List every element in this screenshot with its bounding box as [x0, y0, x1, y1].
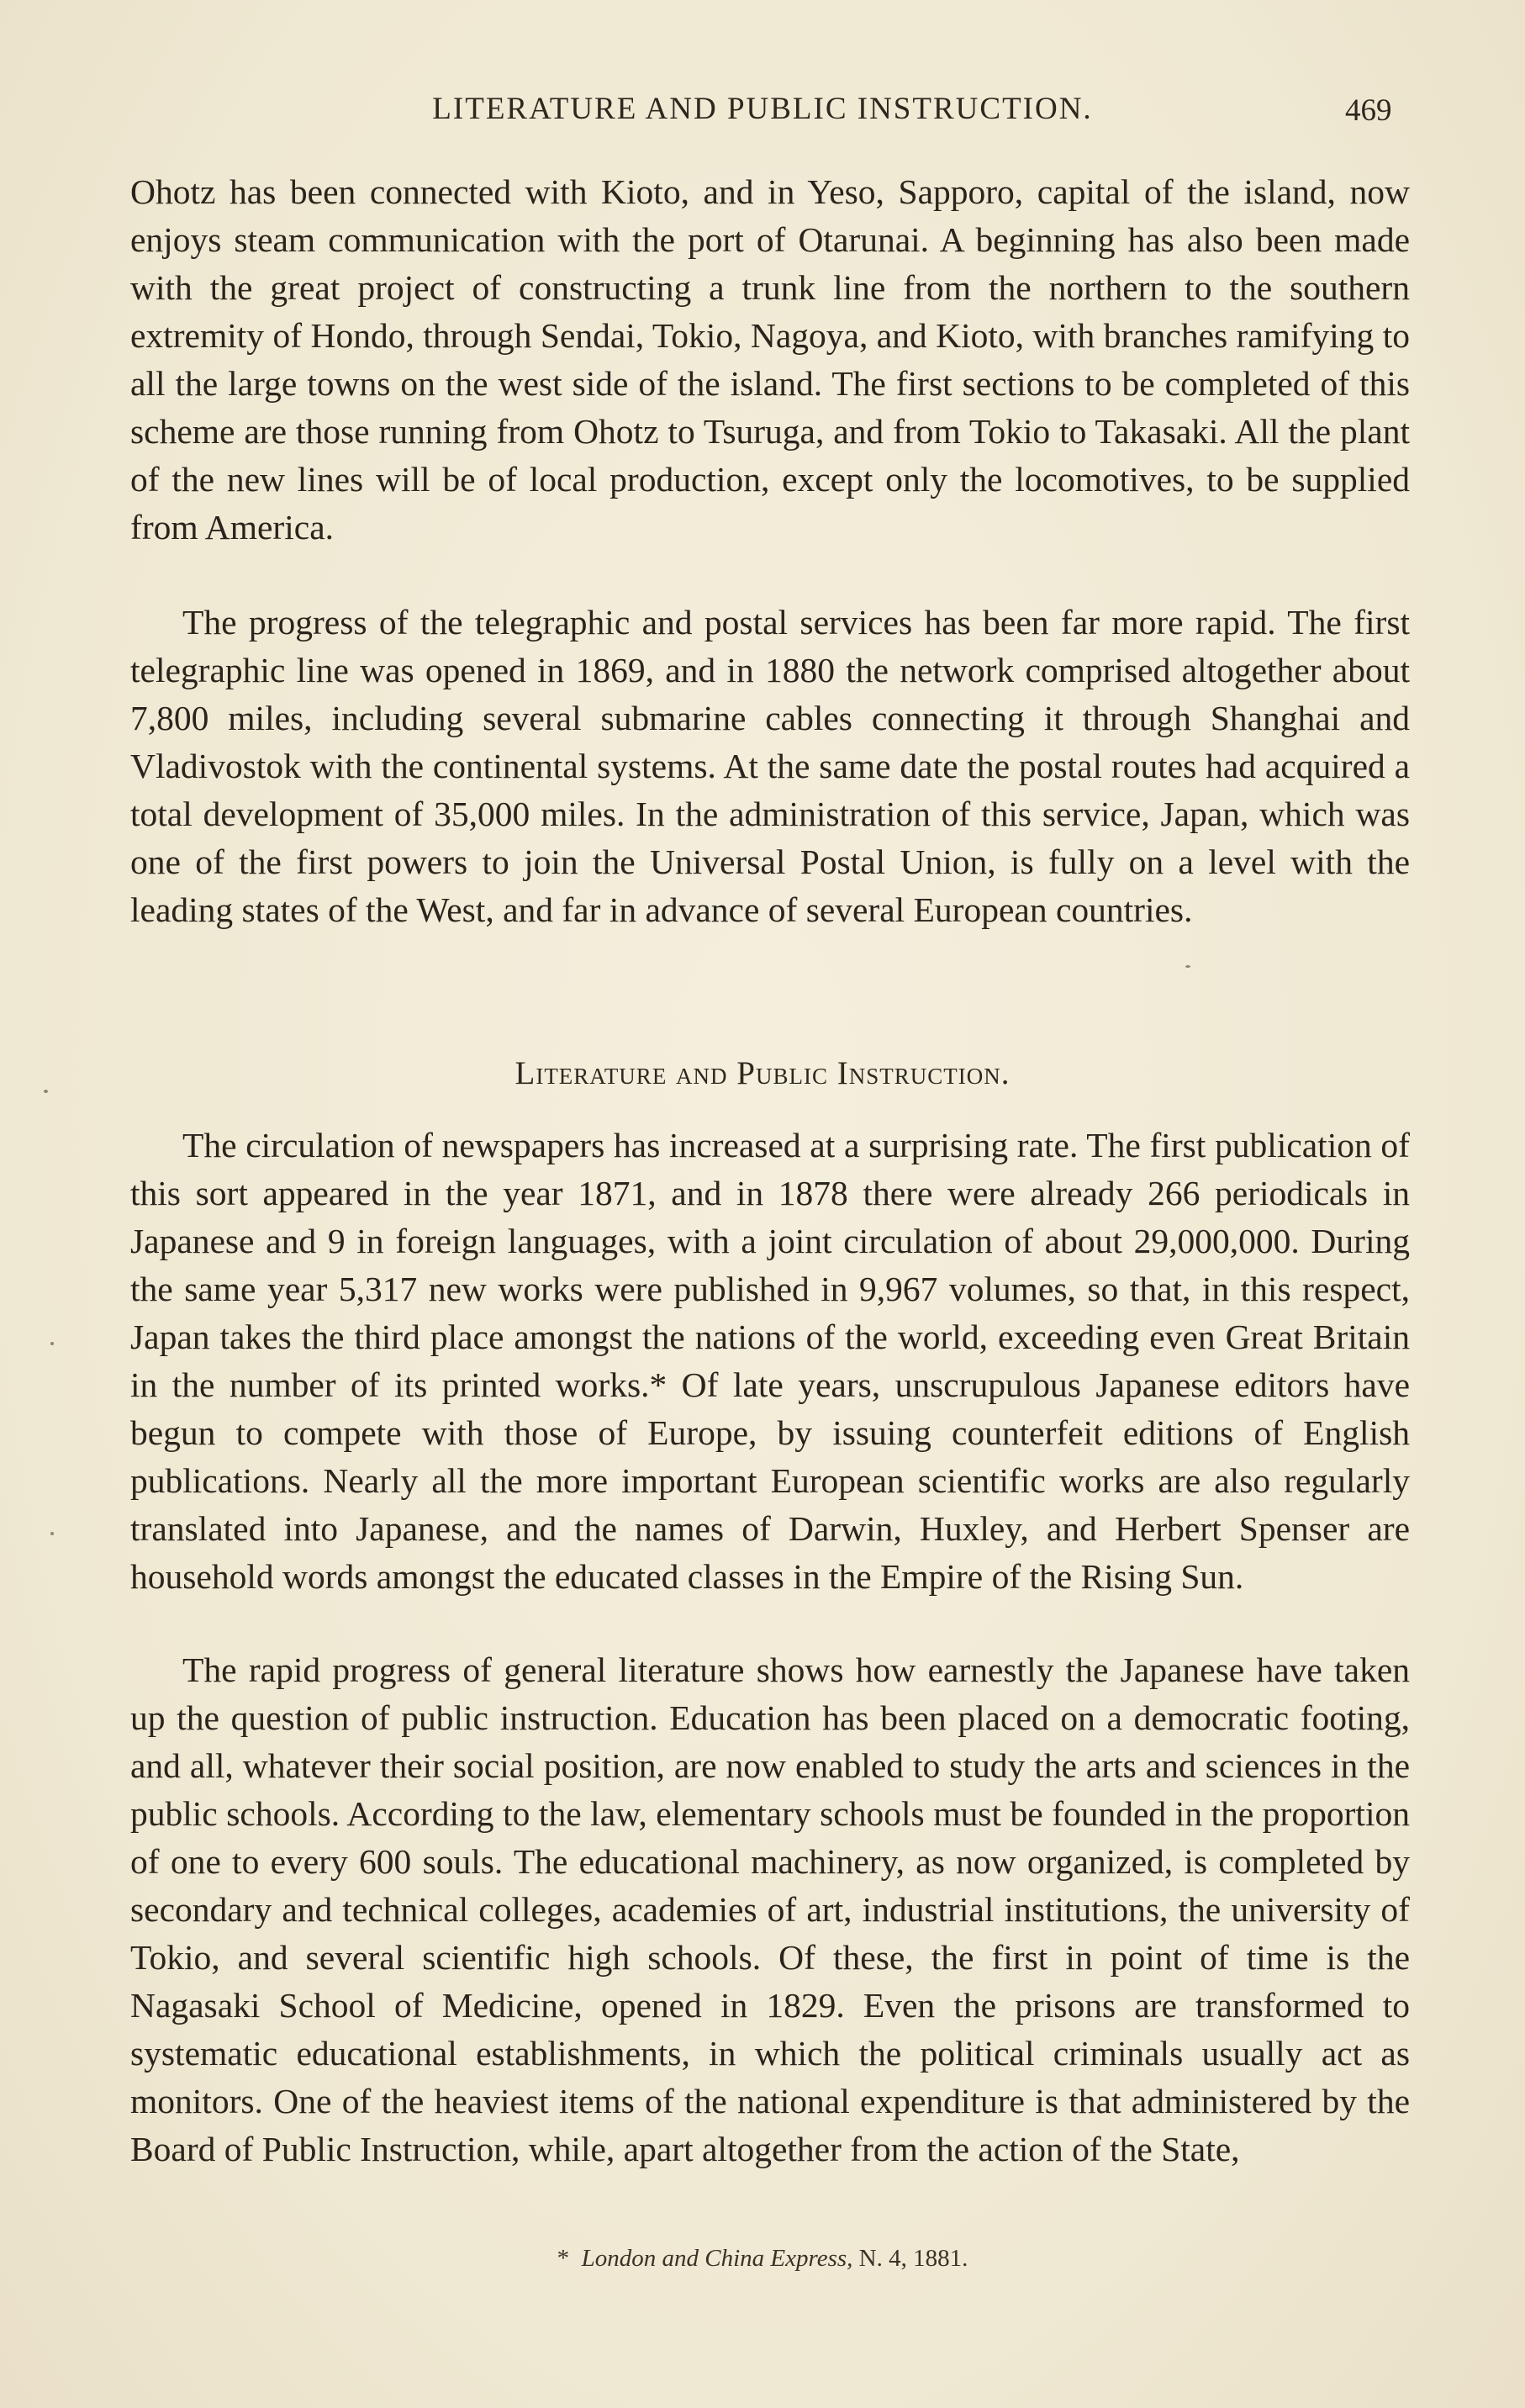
paragraph-public-instruction: The rapid progress of general literature shows how earnestly the Japanese have taken up the question of public instruction. Education has been placed on a democratic footing, and all, whatever their social position, are now enabled to study the arts and sciences in the public schools. According to the law, elementary schools must be founded in the proportion of one to every 600 souls. The educational machinery, as now organized, is completed by secondary and technical colleges, academies of art, industrial institutions, the university of Tokio, and several scientific high schools. Of these, the first in point of time is the Nagasaki School of Medicine, opened in 1829. Even the prisons are transformed to systematic educational establishments, in which the political criminals usually act as monitors. One of the heaviest items of the national expenditure is that administered by the Board of Public Instruction, while, apart altogether from the action of the State, — [130, 1650, 1410, 2168]
paragraph-railways-continued: Ohotz has been connected with Kioto, and in Yeso, Sapporo, capital of the island, now enjoys steam communication with the port of Otarunai. A beginning has also been made with the great project of constructing a trunk line from the northern to the southern extremity of Hondo, through Sendai, Tokio, Nagoya, and Kioto, with branches ramifying to all the large towns on the west side of the island. The first sections to be completed of this scheme are those running from Ohotz to Tsuruga, and from Tokio to Takasaki. All the plant of the new lines will be of local production, except only the locomotives, to be supplied from America. — [130, 172, 1410, 547]
section-heading: Literature and Public Instruction. — [514, 1055, 1011, 1091]
paper-speck — [44, 1090, 48, 1093]
footnote-source: London and China Express, — [581, 2245, 853, 2272]
page-number: 469 — [1345, 93, 1392, 128]
paper-speck — [1185, 965, 1190, 968]
paper-speck — [50, 1532, 54, 1535]
footnote-reference: N. 4, 1881. — [858, 2245, 968, 2272]
footnote — [0, 2245, 1525, 2273]
paragraph-telegraph-postal: The progress of the telegraphic and postal services has been far more rapid. The first telegraphic line was opened in 1869, and in 1880 the network comprised altogether about 7,800 miles, including several submarine cables connecting it through Shanghai and Vladivostok with the continental systems. At the same date the postal routes had acquired a total development of 35,000 miles. In the administration of this service, Japan, which was one of the first powers to join the Universal Postal Union, is fully on a level with the leading states of the West, and far in advance of several European countries. — [130, 603, 1410, 929]
running-header-title: LITERATURE AND PUBLIC INSTRUCTION. — [432, 92, 1093, 126]
footnote-marker: * — [557, 2245, 570, 2272]
paper-speck — [50, 1342, 54, 1345]
paragraph-newspapers: The circulation of newspapers has increased at a surprising rate. The first publication of this sort appeared in the year 1871, and in 1878 there were already 266 periodicals in Japanese and 9 in foreign languages, with a joint circulation of about 29,000,000. During the same year 5,317 new works were published in 9,967 volumes, so that, in this respect, Japan takes the third place amongst the nations of the world, exceeding even Great Britain in the number of its printed works.* Of late years, unscrupulous Japanese editors have begun to compete with those of Europe, by issuing counterfeit editions of English publications. Nearly all the more important European scientific works are also regularly translated into Japanese, and the names of Darwin, Huxley, and Herbert Spenser are household words amongst the educated classes in the Empire of the Rising Sun. — [130, 1126, 1410, 1596]
